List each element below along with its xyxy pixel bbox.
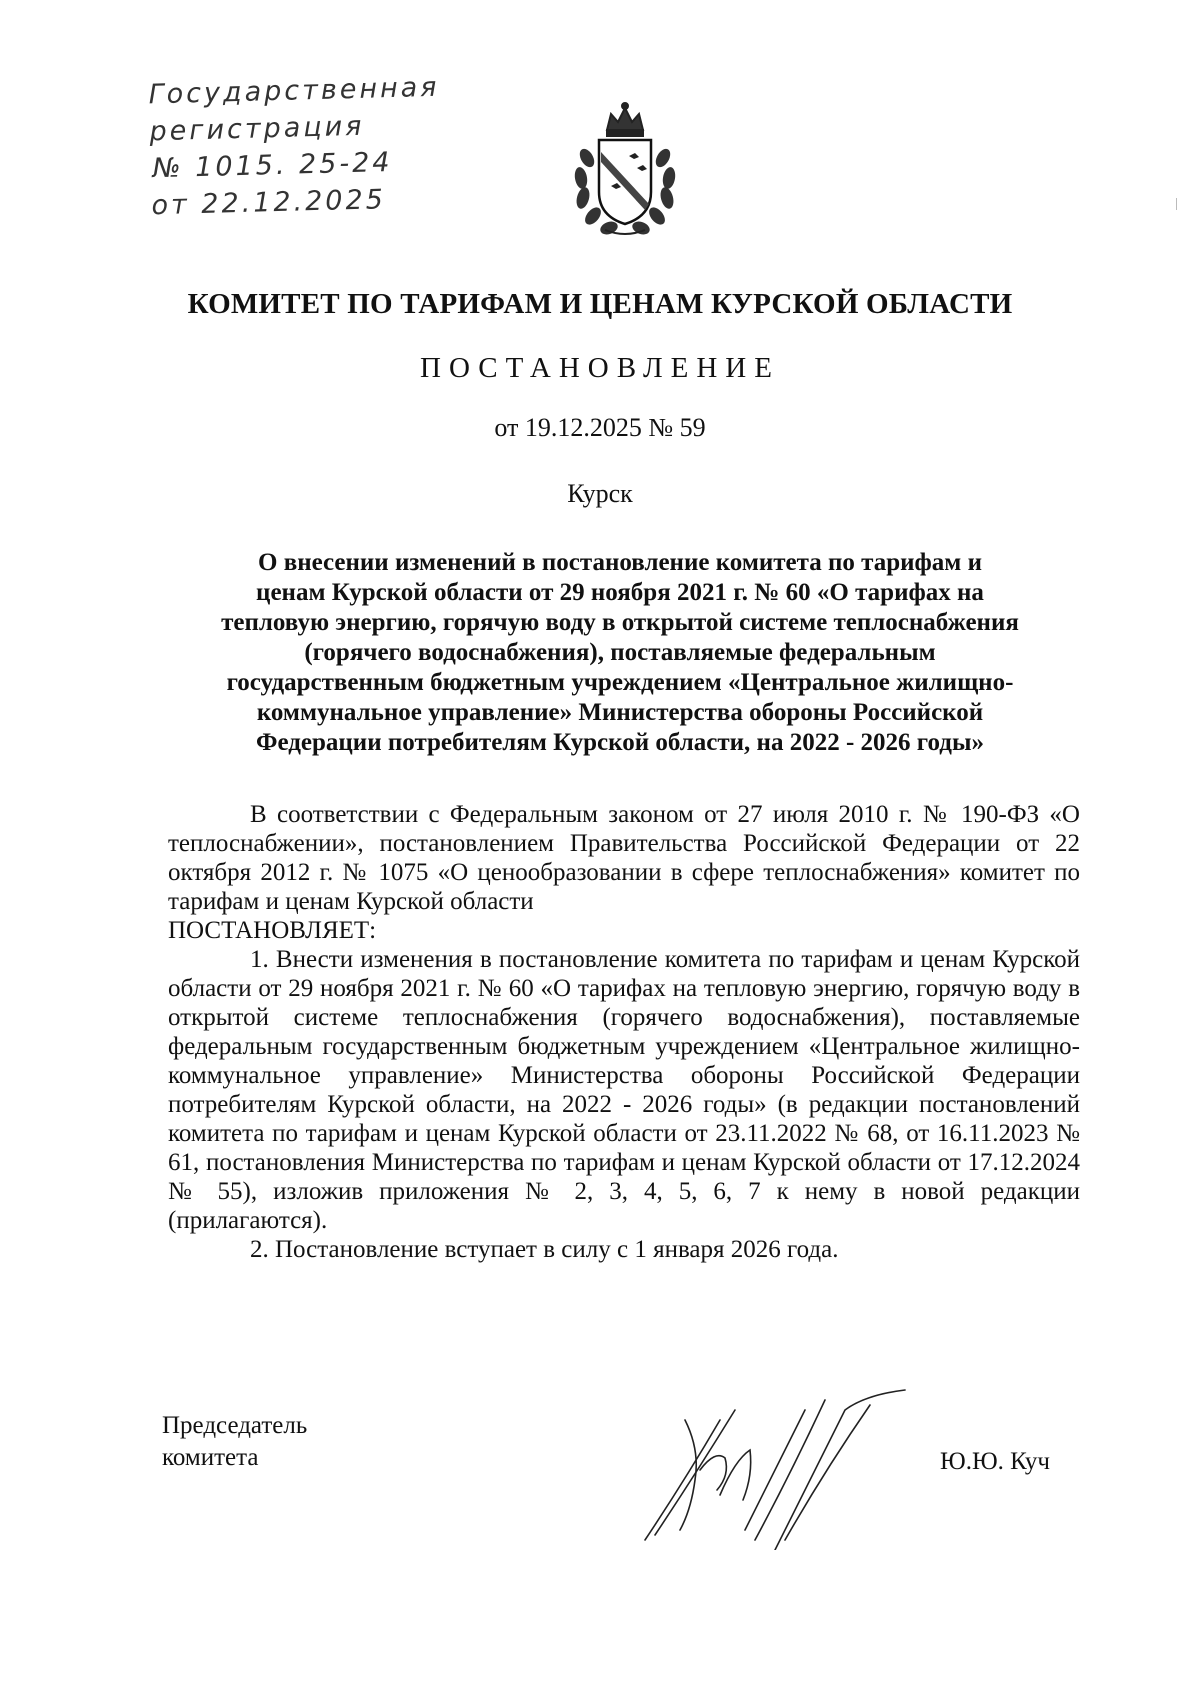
document-city: Курск xyxy=(567,479,633,508)
subject-line: Федерации потребителям Курской области, на 2022 - 2026 годы» xyxy=(256,729,984,756)
handwritten-signature xyxy=(625,1380,925,1550)
subject-line: тепловую энергию, горячую воду в открытой системе теплоснабжения xyxy=(221,609,1019,636)
signer-position-line: комитета xyxy=(162,1444,259,1471)
registration-note-line: регистрация xyxy=(149,110,365,148)
resolution-item-2: 2. Постановление вступает в силу с 1 января 2026 года. xyxy=(250,1236,839,1263)
subject-line: ценам Курской области от 29 ноября 2021 г. № 60 «О тарифах на xyxy=(256,579,984,606)
document-subject xyxy=(170,548,1070,758)
registration-note xyxy=(148,68,482,225)
preamble-paragraph: В соответствии с Федеральным законом от 27 июля 2010 г. № 190-ФЗ «О теплоснабжении», постановлением Правительства Российской Федерации от 22 октября 2012 г. № 1075 «О ценообразовании в сфере теплоснабжения» комитет по тарифам и ценам Курской области xyxy=(168,801,1080,915)
subject-line: (горячего водоснабжения), поставляемые федеральным xyxy=(304,639,936,666)
registration-date: от 22.12.2025 xyxy=(151,184,387,222)
organization-title: КОМИТЕТ ПО ТАРИФАМ И ЦЕНАМ КУРСКОЙ ОБЛАСТИ xyxy=(187,288,1013,320)
subject-line: О внесении изменений в постановление комитета по тарифам и xyxy=(258,549,982,576)
document-date-number: от 19.12.2025 № 59 xyxy=(494,413,706,442)
document-type: ПОСТАНОВЛЕНИЕ xyxy=(420,352,780,384)
resolves-heading: ПОСТАНОВЛЯЕТ: xyxy=(168,917,377,944)
scan-mark xyxy=(1176,198,1177,210)
signer-position xyxy=(162,1410,307,1474)
resolution-item-1: 1. Внести изменения в постановление комитета по тарифам и ценам Курской области от 29 ноября 2021 г. № 60 «О тарифах на тепловую энергию, горячую воду в открытой системе теплоснабжения (горячего водоснабжения), поставляемые федеральным государственным бюджетным учреждением «Центральное жилищно-коммунальное управление» Министерства обороны Российской Федерации потребителям Курской области, на 2022 - 2026 годы» (в редакции постановлений комитета по тарифам и ценам Курской области от 23.11.2022 № 68, от 16.11.2023 № 61, постановления Министерства по тарифам и ценам Курской области от 17.12.2024 № 55), изложив приложения № 2, 3, 4, 5, 6, 7 к нему в новой редакции (прилагаются). xyxy=(168,946,1080,1234)
kursk-coat-of-arms-icon xyxy=(565,100,685,240)
registration-note-line: Государственная xyxy=(148,71,440,111)
registration-number: № 1015. 25-24 xyxy=(152,146,393,185)
subject-line: коммунальное управление» Министерства обороны Российской xyxy=(256,699,984,726)
signer-position-line: Председатель xyxy=(162,1412,308,1439)
signer-name: Ю.Ю. Куч xyxy=(940,1448,1051,1475)
document-body xyxy=(168,800,1080,1264)
subject-line: государственным бюджетным учреждением «Центральное жилищно- xyxy=(226,669,1014,696)
